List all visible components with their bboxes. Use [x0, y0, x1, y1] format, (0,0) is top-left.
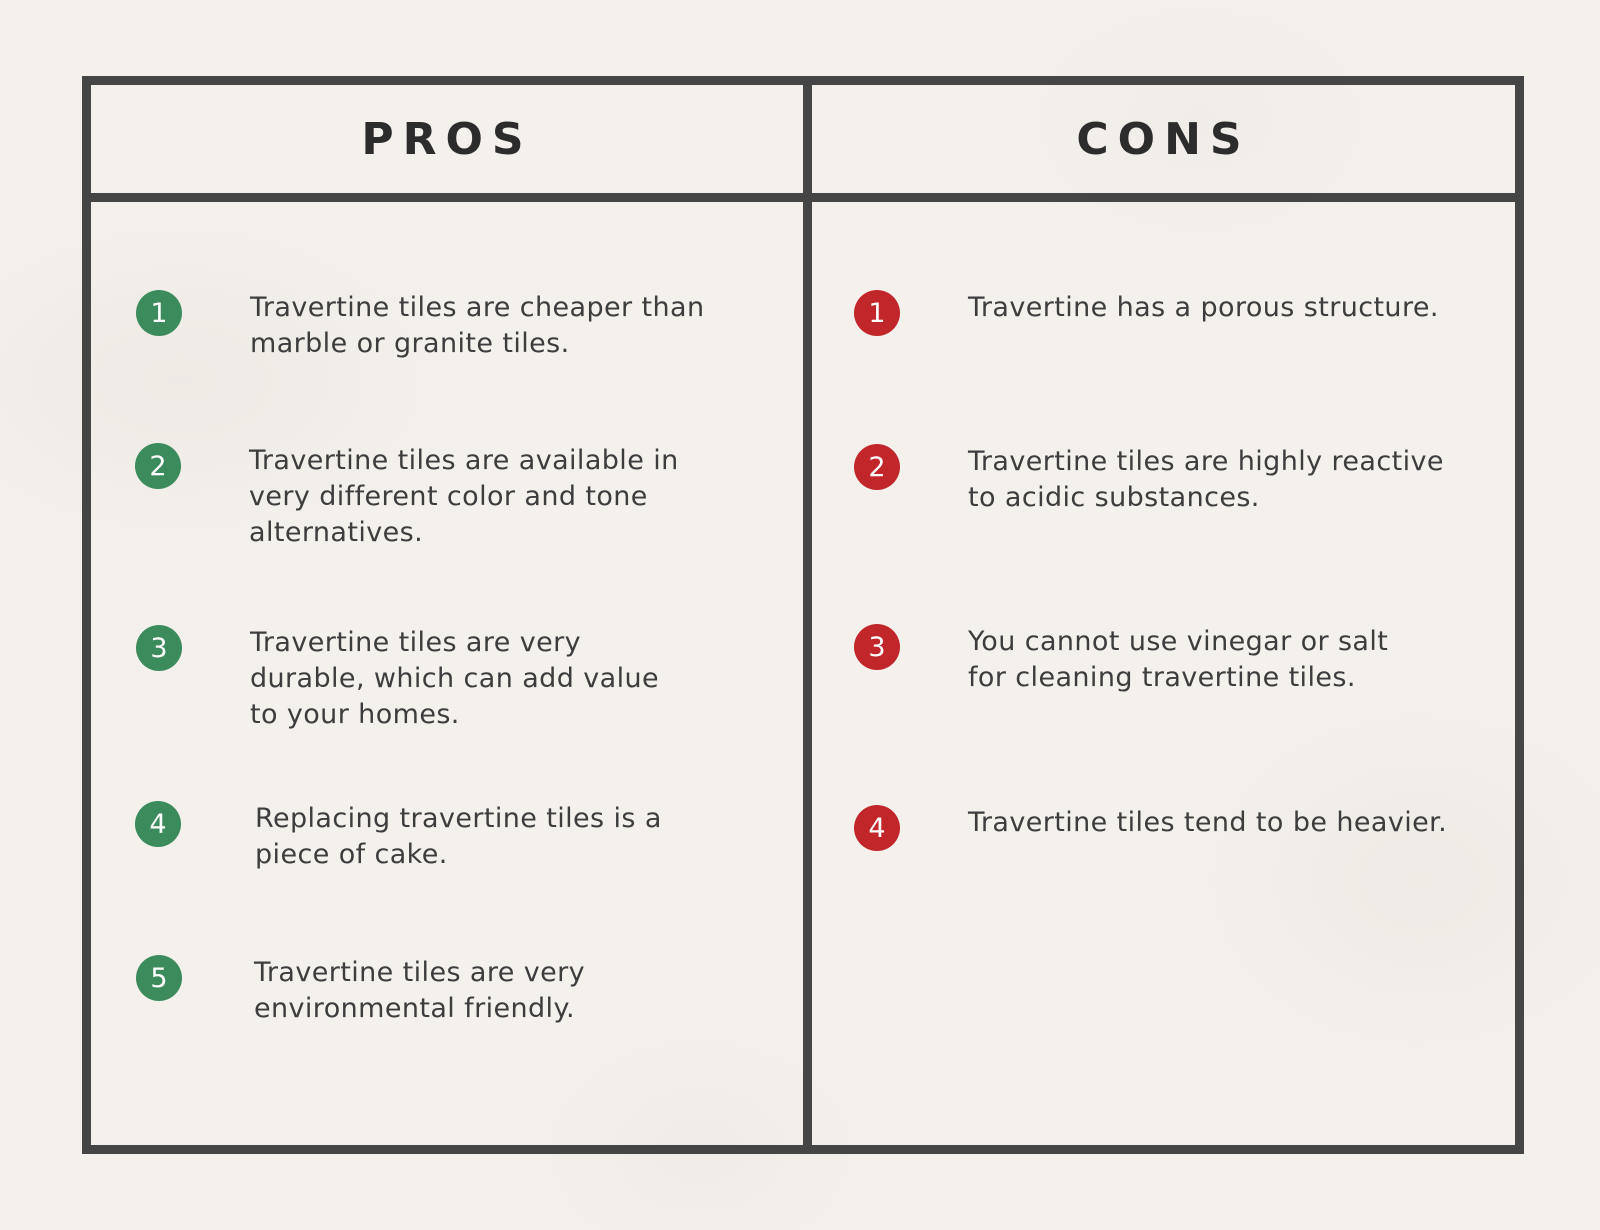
pros-item-4	[135, 801, 662, 873]
pros-number-badge: 2	[135, 443, 181, 489]
pros-heading: PROS	[361, 113, 533, 165]
cons-number-badge: 2	[854, 444, 900, 490]
cons-item-text: You cannot use vinegar or salt for cleaning travertine tiles.	[968, 626, 1389, 693]
pros-number-badge: 5	[136, 955, 182, 1001]
cons-number-badge: 4	[854, 805, 900, 851]
pros-number-badge: 3	[136, 625, 182, 671]
pros-item-5	[136, 955, 585, 1027]
pros-item-text: Travertine tiles are available in very different color and tone alternatives.	[249, 445, 679, 548]
pros-item-text: Travertine tiles are very durable, which can add value to your homes.	[250, 627, 659, 730]
pros-item-text: Travertine tiles are very environmental friendly.	[254, 957, 586, 1024]
cons-item-2	[854, 444, 1444, 516]
pros-cons-table	[82, 76, 1524, 1154]
pros-item-3	[136, 625, 659, 733]
header-divider	[91, 193, 1515, 202]
pros-number-badge: 4	[135, 801, 181, 847]
cons-heading: CONS	[1076, 113, 1251, 165]
pros-item-text: Travertine tiles are cheaper than marble or granite tiles.	[250, 292, 705, 359]
cons-number-badge: 1	[854, 290, 900, 336]
pros-item-text: Replacing travertine tiles is a piece of cake.	[255, 803, 662, 870]
pros-item-1	[136, 290, 704, 362]
cons-item-text: Travertine has a porous structure.	[968, 292, 1439, 323]
cons-item-1	[854, 290, 1439, 336]
cons-item-text: Travertine tiles tend to be heavier.	[968, 807, 1448, 838]
cons-item-text: Travertine tiles are highly reactive to acidic substances.	[968, 446, 1444, 513]
cons-item-4	[854, 805, 1447, 851]
column-divider	[803, 85, 812, 1145]
cons-number-badge: 3	[854, 624, 900, 670]
pros-item-2	[135, 443, 679, 551]
cons-item-3	[854, 624, 1388, 696]
pros-number-badge: 1	[136, 290, 182, 336]
